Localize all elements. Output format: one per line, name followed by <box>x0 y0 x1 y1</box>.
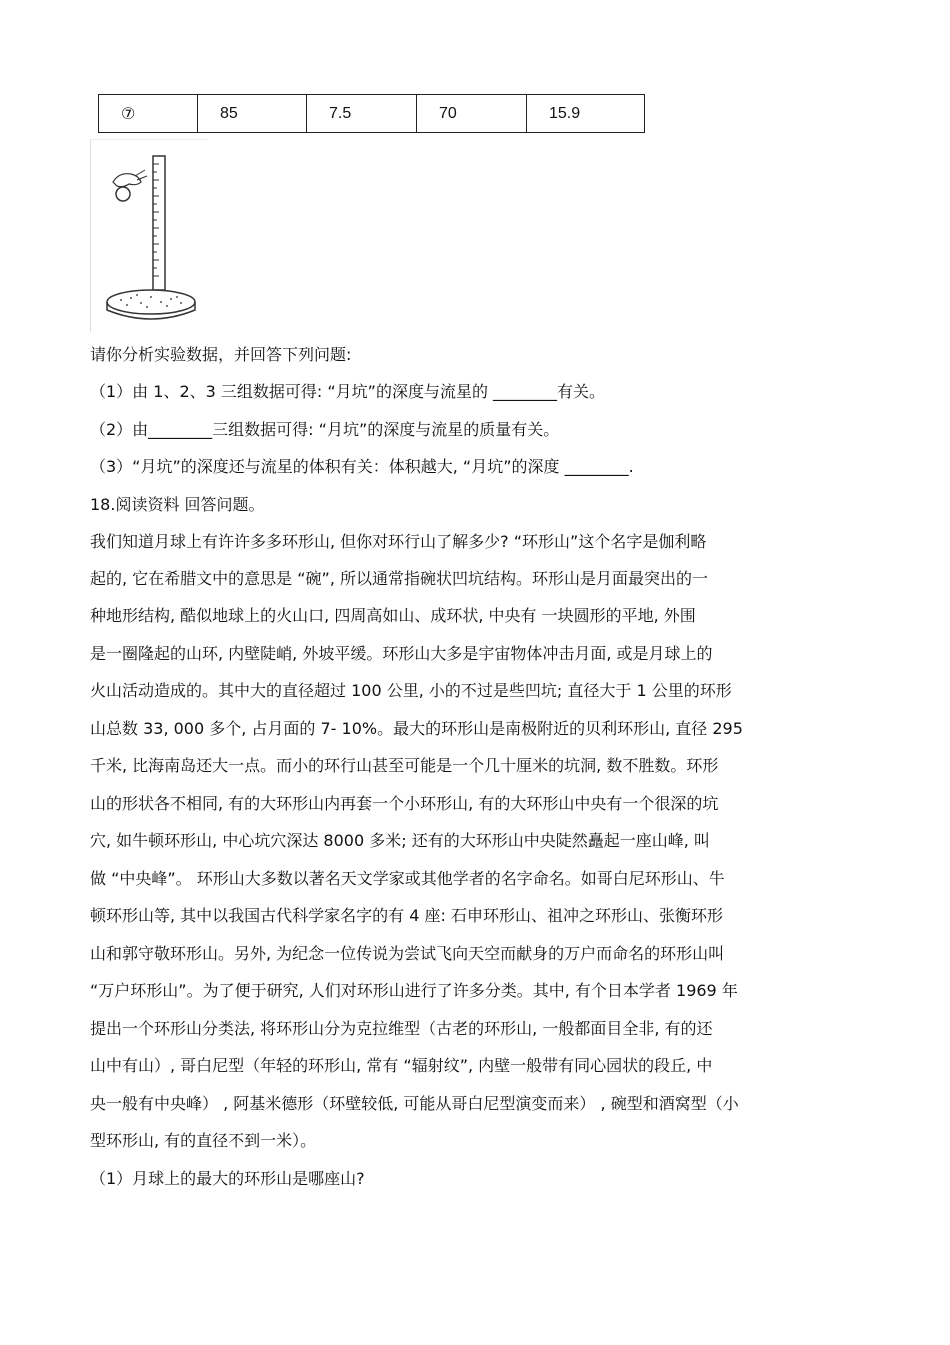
passage-line: 提出一个环形山分类法, 将环形山分为克拉维型（古老的环形山, 一般都面目全非, 有的还 <box>90 1019 713 1038</box>
passage-line: 央一般有中央峰） , 阿基米德形（环壁较低, 可能从哥白尼型演变而来） , 碗型和酒窝型（小 <box>90 1094 739 1113</box>
passage-line: 火山活动造成的。其中大的直径超过 100 公里, 小的不过是些凹坑; 直径大于 1 公里的环形 <box>90 681 732 700</box>
section-title: 18.阅读资料 回答问题。 <box>90 495 265 514</box>
reading-question-1: （1）月球上的最大的环形山是哪座山? <box>90 1169 365 1188</box>
table-cell: 70 <box>417 95 527 133</box>
passage-line: 山总数 33, 000 多个, 占月面的 7- 10%。最大的环形山是南极附近的贝利环形山, 直径 295 <box>90 719 743 738</box>
passage-line: 做 “中央峰”。 环形山大多数以著名天文学家或其他学者的名字命名。如哥白尼环形山、牛 <box>90 869 725 888</box>
passage-line: 山和郭守敬环形山。另外, 为纪念一位传说为尝试飞向天空而献身的万户而命名的环形山叫 <box>90 944 725 963</box>
passage-line: 千米, 比海南岛还大一点。而小的环行山甚至可能是一个几十厘米的坑洞, 数不胜数。环形 <box>90 756 719 775</box>
passage-line: 型环形山, 有的直径不到一米）。 <box>90 1131 317 1150</box>
ruler-ball-tray-icon <box>91 140 207 332</box>
table-cell: 7.5 <box>307 95 417 133</box>
table-cell: 15.9 <box>527 95 645 133</box>
data-table <box>98 94 645 133</box>
passage-line: 山的形状各不相同, 有的大环形山内再套一个小环形山, 有的大环形山中央有一个很深的坑 <box>90 794 719 813</box>
passage-line: 起的, 它在希腊文中的意思是 “碗”, 所以通常指碗状凹坑结构。环形山是月面最突出的一 <box>90 569 709 588</box>
passage-line: “万户环形山”。为了便于研究, 人们对环形山进行了许多分类。其中, 有个日本学者 1969 年 <box>90 981 738 1000</box>
question-3: （3）“月坑”的深度还与流星的体积有关：体积越大, “月坑”的深度 ________. <box>90 457 634 476</box>
table-cell: ⑦ <box>99 95 198 133</box>
passage-line: 穴, 如牛顿环形山, 中心坑穴深达 8000 多米; 还有的大环形山中央陡然矗起一座山峰, 叫 <box>90 831 710 850</box>
question-2: （2）由________三组数据可得: “月坑”的深度与流星的质量有关。 <box>90 420 560 439</box>
passage-line: 是一圈隆起的山环, 内壁陡峭, 外坡平缓。环形山大多是宇宙物体冲击月面, 或是月球上的 <box>90 644 713 663</box>
question-1: （1）由 1、2、3 三组数据可得: “月坑”的深度与流星的 ________有关。 <box>90 382 606 401</box>
passage-line: 种地形结构, 酷似地球上的火山口, 四周高如山、成环状, 中央有 一块圆形的平地, 外围 <box>90 606 696 625</box>
table-row <box>99 95 645 133</box>
table-cell: 85 <box>198 95 307 133</box>
passage-line: 我们知道月球上有许许多多环形山, 但你对环行山了解多少? “环形山”这个名字是伽利略 <box>90 532 707 551</box>
passage-line: 顿环形山等, 其中以我国古代科学家名字的有 4 座: 石申环形山、祖冲之环形山、张衡环形 <box>90 906 724 925</box>
experiment-figure <box>90 139 207 332</box>
question-intro: 请你分析实验数据，并回答下列问题: <box>90 345 352 364</box>
passage-line: 山中有山）, 哥白尼型（年轻的环形山, 常有 “辐射纹”, 内壁一般带有同心园状的段丘, 中 <box>90 1056 713 1075</box>
